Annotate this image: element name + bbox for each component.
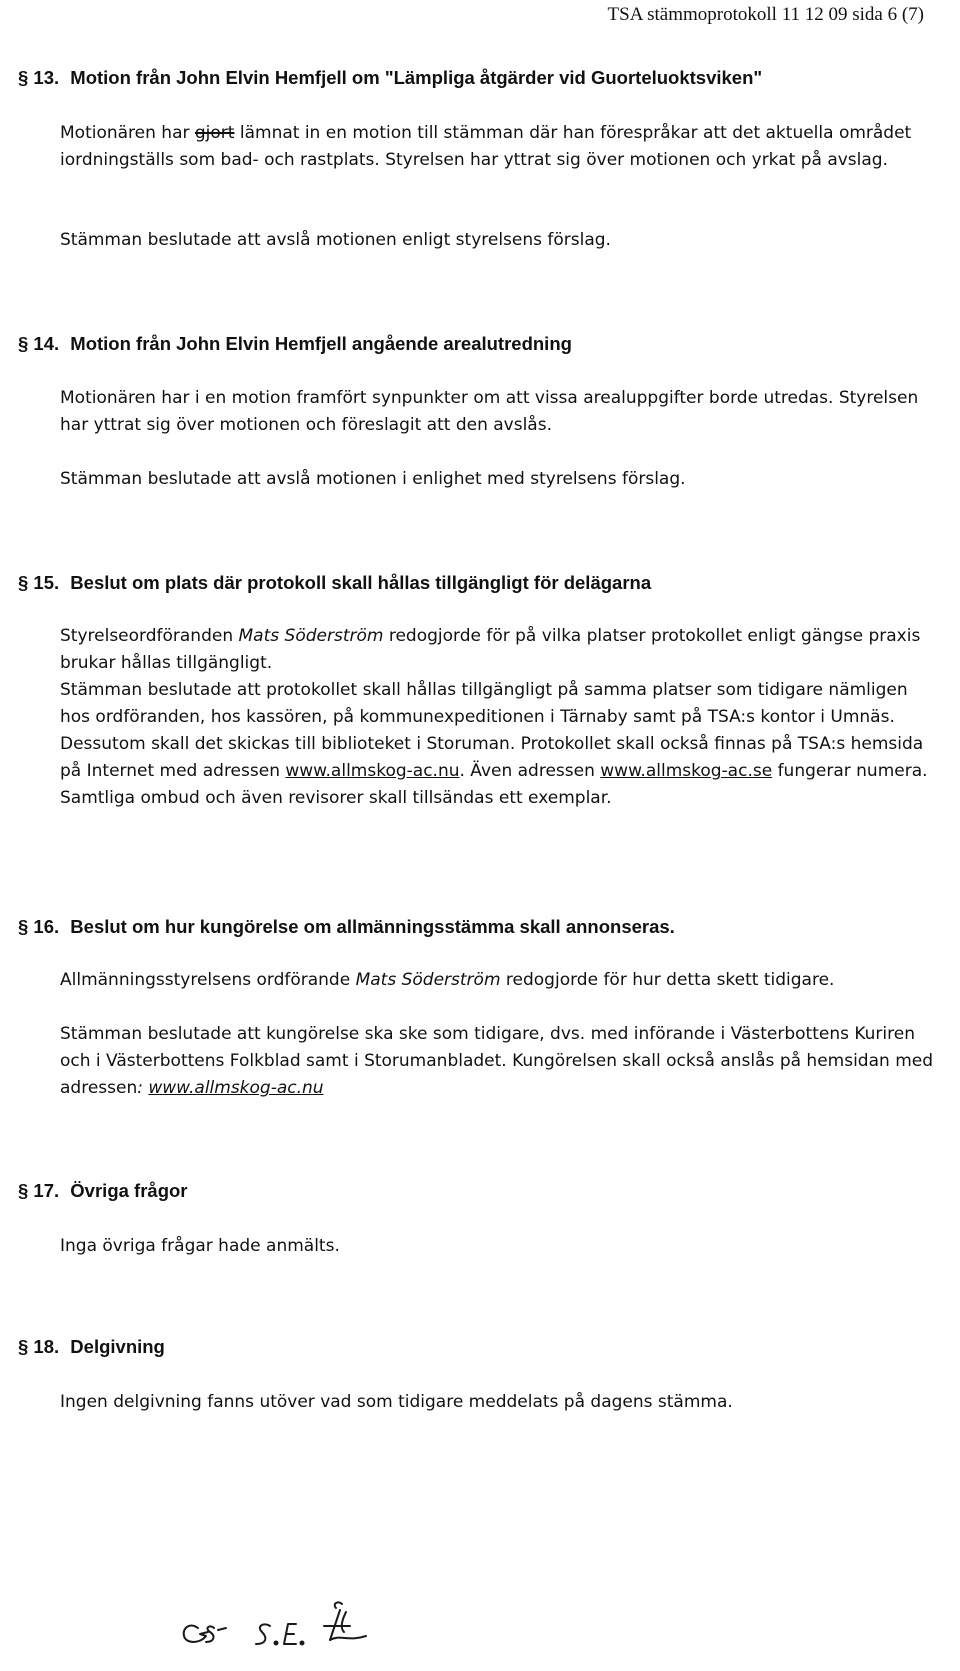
- section-15-paragraph-2: [60, 677, 940, 812]
- section-13-title: [18, 67, 762, 89]
- section-14-heading: Motion från John Elvin Hemfjell angående arealutredning: [70, 333, 572, 354]
- section-13-paragraph-1: [60, 120, 940, 174]
- section-14-paragraph-1: Motionären har i en motion framfört synpunkter om att vissa arealuppgifter borde utredas. Styrelsen har yttrat sig över motionen och föreslagit att den avslås.: [60, 388, 919, 435]
- chairman-name: Mats Söderström: [238, 626, 384, 646]
- section-15-paragraph-1: [60, 623, 940, 677]
- section-18-heading: Delgivning: [70, 1336, 165, 1357]
- section-15-heading: Beslut om plats där protokoll skall hållas tillgängligt för delägarna: [70, 572, 652, 593]
- section-16-paragraph-1: [60, 967, 940, 994]
- section-17-number: § 17.: [18, 1180, 60, 1201]
- website-link-kungorelse[interactable]: www.allmskog-ac.nu: [148, 1078, 324, 1098]
- section-18-number: § 18.: [18, 1336, 60, 1357]
- section-18-paragraph-1: Ingen delgivning fanns utöver vad som tidigare meddelats på dagens stämma.: [60, 1392, 733, 1412]
- section-13-number: § 13.: [18, 67, 60, 88]
- section-14-number: § 14.: [18, 333, 60, 354]
- section-13-heading: Motion från John Elvin Hemfjell om "Lämpliga åtgärder vid Guorteluoktsviken": [70, 67, 763, 88]
- website-link-nu[interactable]: www.allmskog-ac.nu: [285, 761, 460, 781]
- section-13-p1-text-b: lämnat in en motion till stämman där han förespråkar att det aktuella området iordningställs som bad- och rastplats. Styrelsen har yttrat sig över motionen och yrkat på avslag.: [60, 123, 912, 170]
- section-16-p1-text-a: Allmänningsstyrelsens ordförande: [60, 970, 356, 990]
- section-16-paragraph-2: [60, 1021, 940, 1102]
- section-15-p2-text-b: . Även adressen: [459, 761, 601, 781]
- section-15-title: [18, 572, 651, 594]
- section-17-paragraph-1: Inga övriga frågar hade anmälts.: [60, 1236, 340, 1256]
- section-16-p2-text-a: Stämman beslutade att kungörelse ska ske som tidigare, dvs. med införande i Västerbottens Kuriren och i Västerbottens Folkblad samt i Storumanbladet. Kungörelsen skall också anslås på hemsidan med adressen: [60, 1024, 934, 1098]
- section-15-p1-text-a: Styrelseordföranden: [60, 626, 239, 646]
- section-16-heading: Beslut om hur kungörelse om allmänningsstämma skall annonseras.: [70, 916, 675, 937]
- section-17-heading: Övriga frågor: [70, 1180, 188, 1201]
- section-16-p2-colon: :: [137, 1078, 149, 1098]
- section-13-p1-text-a: Motionären har: [60, 123, 195, 143]
- section-17-title: [18, 1180, 188, 1202]
- section-15-p2-text-c: fungerar numera. Samtliga ombud och även revisorer skall tillsändas ett exemplar.: [60, 761, 928, 808]
- section-15-p2-text-a: Stämman beslutade att protokollet skall hållas tillgängligt på samma platser som tidigare nämligen hos ordföranden, hos kassören, på kommunexpeditionen i Tärnaby samt på TSA:s kontor i Umnäs. Dessutom skall det skickas till biblioteket i Storuman. Protokollet skall också finnas på TSA:s hemsida på Internet med adressen: [60, 680, 924, 781]
- section-15-p1-text-b: redogjorde för på vilka platser protokollet enligt gängse praxis brukar hållas tillgängligt.: [60, 626, 921, 673]
- section-13-decision: Stämman beslutade att avslå motionen enligt styrelsens förslag.: [60, 230, 611, 250]
- section-14-title: [18, 333, 572, 355]
- running-header: TSA stämmoprotokoll 11 12 09 sida 6 (7): [607, 4, 924, 25]
- section-16-number: § 16.: [18, 916, 60, 937]
- section-18-title: [18, 1336, 165, 1358]
- section-14-decision: Stämman beslutade att avslå motionen i enlighet med styrelsens förslag.: [60, 469, 686, 489]
- handwritten-initials-signature: [170, 1570, 430, 1660]
- section-16-p1-text-b: redogjorde för hur detta skett tidigare.: [500, 970, 835, 990]
- section-16-title: [18, 916, 675, 938]
- struck-word: gjort: [194, 123, 235, 143]
- section-15-number: § 15.: [18, 572, 60, 593]
- chairman-name: Mats Söderström: [355, 970, 501, 990]
- website-link-se[interactable]: www.allmskog-ac.se: [600, 761, 773, 781]
